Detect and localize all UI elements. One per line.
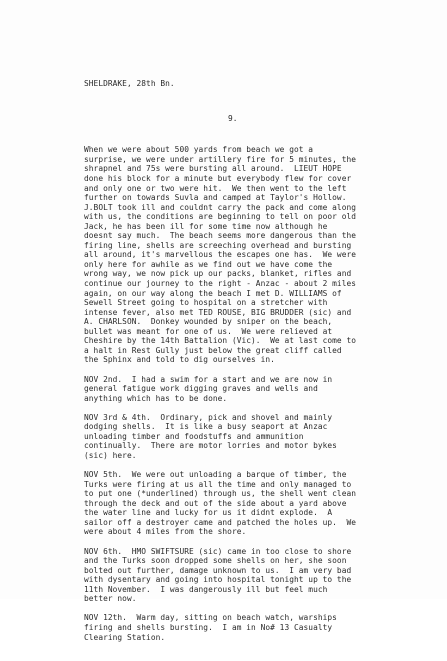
text-line: Turks were firing at us all the time and only managed to xyxy=(84,479,352,489)
text-line: general fatigue work digging graves and wells and xyxy=(84,384,318,394)
text-line: continue our journey to the right - Anzac - about 2 miles xyxy=(84,279,357,289)
text-line: a halt in Rest Gully just below the great cliff called xyxy=(84,345,342,355)
text-line: further on towards Suvla and camped at Taylor's Hollow. xyxy=(84,193,347,203)
text-line: When we were about 500 yards from beach we got a xyxy=(84,145,314,155)
page-number: 9. xyxy=(228,113,238,123)
text-line: through the deck and out of the side about a yard above xyxy=(84,498,347,508)
text-line: sailor off a destroyer came and patched the holes up. We xyxy=(84,517,357,527)
text-line: NOV 2nd. I had a swim for a start and we are now in xyxy=(84,374,333,384)
text-line: to put one (*underlined) through us, the shell went clean xyxy=(84,489,357,499)
text-line: only here for awhile as we find out we have come the xyxy=(84,259,333,269)
text-line: J.BOLT took ill and couldnt carry the pack and come along xyxy=(84,202,357,212)
paragraph-gap xyxy=(84,403,436,413)
typed-diary-text xyxy=(84,60,436,661)
diary-paragraph xyxy=(84,547,436,604)
text-line: firing and shells bursting. I am in No# 13 Casualty xyxy=(84,622,333,632)
diary-paragraph xyxy=(84,145,436,365)
text-line: Cheshire by the 14th Battalion (Vic). We at last come to xyxy=(84,336,357,346)
text-line: (sic) here. xyxy=(84,450,137,460)
text-line: the Sphinx and told to dig ourselves in. xyxy=(84,355,275,365)
text-line: firing line, shells are screeching overhead and bursting xyxy=(84,240,352,250)
text-line: continually. There are motor lorries and motor bykes xyxy=(84,441,337,451)
text-line: wrong way, we now pick up our packs, blanket, rifles and xyxy=(84,269,352,279)
text-line: again, on our way along the beach I met D. WILLIAMS of xyxy=(84,288,342,298)
text-line: better now. xyxy=(84,594,137,604)
text-line: NOV 5th. We were out unloading a barque of timber, the xyxy=(84,470,347,480)
text-line: done his block for a minute but everybody flew for cover xyxy=(84,174,352,184)
paragraph-gap xyxy=(84,461,436,471)
text-line: all around, it's marvellous the escapes one has. We were xyxy=(84,250,357,260)
text-line: and only one or two were hit. We then went to the left xyxy=(84,183,347,193)
diary-paragraph xyxy=(84,613,436,642)
text-line: unloading timber and foodstuffs and ammunition xyxy=(84,431,304,441)
paragraph-gap xyxy=(84,604,436,614)
text-line: A. CHARLSON. Donkey wounded by sniper on the beach, xyxy=(84,317,333,327)
paragraph-gap xyxy=(84,537,436,547)
text-line: NOV 6th. HMO SWIFTSURE (sic) came in too close to shore xyxy=(84,546,352,556)
text-line: Jack, he has been ill for some time now although he xyxy=(84,221,328,231)
text-line: intense fever, also met TED ROUSE, BIG BRUDDER (sic) and xyxy=(84,307,352,317)
text-line: bullet was meant for one of us. We were relieved at xyxy=(84,326,333,336)
diary-paragraph xyxy=(84,413,436,461)
text-line: 11th November. I was dangerously ill but feel much xyxy=(84,584,328,594)
document-heading: SHELDRAKE, 28th Bn. xyxy=(84,79,175,89)
text-line: shrapnel and 75s were bursting all around. LIEUT HOPE xyxy=(84,164,342,174)
text-line: with us, the conditions are beginning to tell on poor old xyxy=(84,212,357,222)
text-line: were about 4 miles from the shore. xyxy=(84,527,247,537)
diary-paragraph xyxy=(84,470,436,537)
text-line: anything which has to be done. xyxy=(84,393,228,403)
paragraph-gap xyxy=(84,365,436,375)
diary-paragraph xyxy=(84,375,436,404)
text-line: surprise, we were under artillery fire for 5 minutes, the xyxy=(84,154,357,164)
text-line: bolted out further, damage unknown to us. I am very bad xyxy=(84,565,352,575)
text-line: and the Turks soon dropped some shells on her, she soon xyxy=(84,556,347,566)
diary-body xyxy=(84,145,436,642)
text-line: doesnt say much. The beach seems more dangerous than the xyxy=(84,231,357,241)
text-line: NOV 3rd & 4th. Ordinary, pick and shovel and mainly xyxy=(84,412,333,422)
text-line: the water line and lucky for us it didnt explode. A xyxy=(84,508,333,518)
text-line: Clearing Station. xyxy=(84,632,166,642)
text-line: Sewell Street going to hospital on a stretcher with xyxy=(84,298,328,308)
text-line: with dysentary and going into hospital tonight up to the xyxy=(84,575,352,585)
text-line: dodging shells. It is like a busy seaport at Anzac xyxy=(84,422,328,432)
text-line: NOV 12th. Warm day, sitting on beach watch, warships xyxy=(84,613,337,623)
